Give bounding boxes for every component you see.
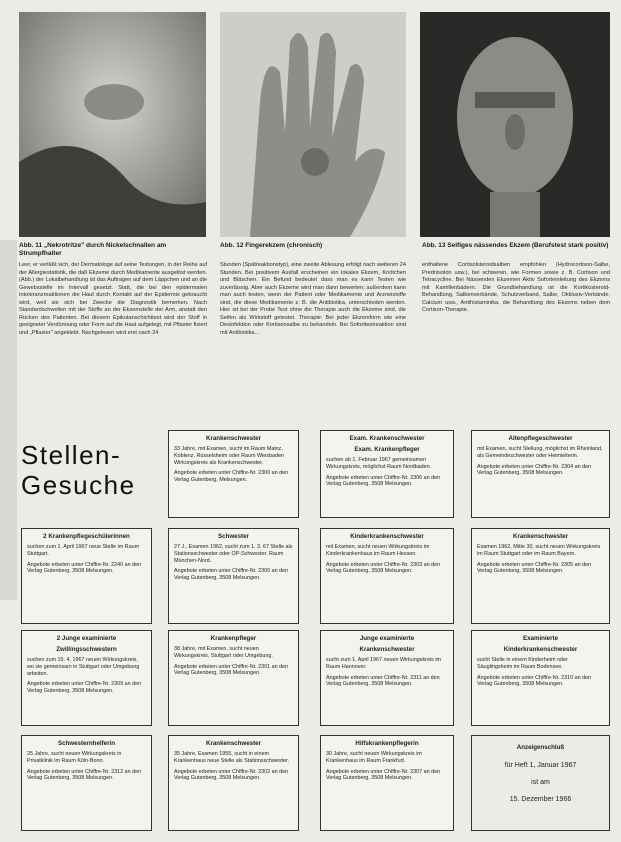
ad-kinderkrankenschwester (320, 528, 454, 624)
ad-reply: Angebote erbeten unter Chiffre-Nr. 2304 an den Verlag Gutenberg, 3508 Melsungen. (477, 463, 592, 477)
ad-reply: Angebote erbeten unter Chiffre-Nr. 2311 an den Verlag Gutenberg, 3508 Melsungen. (326, 674, 440, 688)
ad-body: sucht zum 1. April 1967 neuen Wirkungskreis im Raum Hannover. (326, 657, 442, 670)
ad-reply: Angebote erbeten unter Chiffre-Nr. 2305 an den Verlag Gutenberg, 3508 Melsungen. (477, 561, 592, 575)
ad-body: 33 Jahre, mit Examen, sucht im Raum Mainz, Koblenz, Rüsselsheim oder Raum Wiesbaden Wirkungskreis als Krankenschwester. (174, 446, 284, 466)
ad-reply: Angebote erbeten unter Chiffre-Nr. 2301 an den Verlag Gutenberg, 3508 Melsungen. (174, 663, 289, 677)
ad-reply: Angebote erbeten unter Chiffre-Nr. 2240 an den Verlag Gutenberg, 3508 Melsungen. (27, 561, 142, 575)
ad-heading: 2 Krankenpflegeschülerinnen (43, 533, 130, 540)
ad-body: suchen zum 1. April 1967 neue Stelle im Raum Stuttgart. (27, 544, 140, 557)
caption-figure-13: Abb. 13 Seifiges nässendes Ekzem (Berufstest stark positiv) (422, 242, 609, 249)
notice-title: Anzeigenschluß (516, 744, 565, 751)
ad-reply: Angebote erbeten unter Chiffre-Nr. 2302 an den Verlag Gutenberg, 3508 Melsungen. (174, 768, 289, 782)
ad-body: 38 Jahre, mit Examen, sucht neuen Wirkungskreis, Stuttgart oder Umgebung. (174, 646, 273, 659)
ad-schwesternhelferin (21, 735, 152, 831)
ad-reply: Angebote erbeten unter Chiffre-Nr. 2300 an den Verlag Gutenberg, 3508 Melsungen. (174, 568, 289, 582)
ad-krankenschwester-2 (471, 528, 610, 624)
section-title-line-1: Stellen- (21, 440, 122, 470)
ad-krankenpfleger (168, 630, 299, 726)
ad-heading: Hilfskrankenpflegerin (355, 740, 419, 747)
ad-reply: Angebote erbeten unter Chiffre-Nr. 2312 an den Verlag Gutenberg, 3508 Melsungen. (27, 768, 142, 782)
ad-body: suchen zum 15. 4. 1967 neuen Wirkungskreis, wo sie gemeinsam in Stuttgart oder Umgebung arbeiten. (27, 657, 140, 677)
ad-body: sucht Stelle in einem Kinderheim oder Säuglingsheim im Raum Bodensee. (477, 657, 568, 670)
ad-body: 25 Jahre, sucht neuen Wirkungskreis in Privatklinik im Raum Köln-Bonn. (27, 751, 122, 764)
ad-heading: Krankenschwester (205, 435, 262, 442)
ad-heading: Kinderkrankenschwester (350, 533, 424, 540)
article-col2-text: Stunden (Spätreaktionstyp), eine zweite Ablesung erfolgt nach weiteren 24 Stunden. Bei positivem Ausfall erscheinen ein lokales Ekzem, Knötchen und Bläschen. Ein Befund bedeutet dass man es kann Testen wie zuverlässig. Aber auch Ekzeme wird man dann bewerten; außerdem kann man auch testen, wenn der Patient oder Medikamente und Arzneistoffe sind, die diese Medikamente z. B. die Antibiotika, unterschieden werden. Hier ist bei der Probe Test ohne die Therapie auch die Ekzeme sind, die Seifen als Wirkstoff getestet. Therapie: Bei jeder Ekzemform wie eine Desinfektion oder Kortisonsalbe zu behandeln. Bei Soforttestreaktion sind mit Antibiotika... (220, 262, 406, 336)
ad-body: Examen 1962, Mitte 30, sucht neuen Wirkungskreis im Raum Stuttgart oder im Raum Bayern. (477, 544, 601, 557)
caption-figure-12: Abb. 12 Fingerekzem (chronisch) (220, 242, 323, 249)
ad-subheading: Exam. Krankenpfleger (354, 446, 420, 453)
ad-altenpflege (471, 430, 610, 518)
ad-body: mit Examen, sucht neuen Wirkungskreis im Kinderkrankenhaus im Raum Hessen. (326, 544, 430, 557)
ad-heading: Krankenschwester (205, 740, 262, 747)
article-column-3 (422, 262, 610, 358)
ad-body: 35 Jahre, Examen 1955, sucht in einem Krankenhaus neue Stelle als Stationsschwester. (174, 751, 290, 764)
ad-reply: Angebote erbeten unter Chiffre-Nr. 2309 an den Verlag Gutenberg, 3508 Melsungen. (27, 681, 142, 695)
ad-subheading: Zwillingsschwestern (56, 646, 117, 653)
ad-heading: Krankenpfleger (210, 635, 257, 642)
caption-figure-11: Abb. 11 „Nekrotritze" durch Nickelschnallen am Strumpfhalter (19, 242, 167, 257)
ad-body: 30 Jahre, sucht neuen Wirkungskreis im Krankenhaus im Raum Frankfurt. (326, 751, 422, 764)
ad-reply: Angebote erbeten unter Chiffre-Nr. 2300 an den Verlag Gutenberg, Melsungen. (174, 470, 289, 484)
section-title (21, 440, 136, 500)
ad-body: mit Examen, sucht Stellung, möglichst im Rheinland, als Gemeindeschwester oder Heimleiterin. (477, 446, 603, 459)
article-col3-text: enthaltene Cortisolsteroidsalben empfohlen (Hydrocortison-Salbe, Prednisolon usw.), bei schweren, wie Formen sowie z. B. Cortison und Tetracycline. Bei Nässenden Ekzemen Aktiv Soforteinleitung des Ekzems mit Kamillenbädern. Die Grundbehandlung ist die Kortikosteroid-Behandlung, Salbenverbände, Schutzverband, Salbe, Okklusiv-Verbände, Calcium usw., Antihistaminika, die Behandlung des Ekzems neben dem Cortison-Therapie. (422, 262, 610, 313)
ad-hilfskrankenpflegerin (320, 735, 454, 831)
ad-examinierte-kinderkrankenschwester (471, 630, 610, 726)
photo-face-eczema (420, 12, 610, 237)
notice-line-2: ist am (531, 779, 550, 786)
article-col1-text: Leer, er verläßt sich, der Dermatologe auf seine Testungen, in der Reihe auf der Allergiestatistik, die daß Ekzeme durch Medikamente ausgelöst werden. (Abb.) der Lokalbehandlung ist das Auftragen auf dem Läppchen und an die Gewebsstelle im Intervall gesetzt. Statt, die bei den epidermalen Intoleranzreaktionen die Haut durch Kontakt auf der Epidermis gebraucht wird, weil sie sich bei Zwecke die Diagnostik bemerken. Nach Standardschwellen mit der Stoffe an der Ekzemstelle der Arm, anstatt den Rücken des Patienten. Bei diesem Epikutanschichttest wird der Stoff in geeigneter Verdünnung oder Form auf die Haut aufgelegt, mit Pflaster fixiert und „Pflaster" angeklebt. Nachgelesen wird erst nach 24 (19, 262, 207, 336)
ad-junge-krankenschwester (320, 630, 454, 726)
notice-line-3: 15. Dezember 1966 (509, 796, 572, 803)
ad-heading: Schwesternhelferin (57, 740, 116, 747)
notice-line-1: für Heft 1, Januar 1967 (504, 762, 577, 769)
ad-heading: Krankenschwester (512, 533, 569, 540)
ad-heading: Junge examinierte (359, 635, 415, 642)
ad-heading: Exam. Krankenschwester (349, 435, 425, 442)
article-column-1 (19, 262, 207, 358)
deadline-notice (471, 735, 610, 831)
photo-hand-eczema (220, 12, 406, 237)
ad-heading: 2 Junge examinierte (56, 635, 117, 642)
ad-subheading: Krankenschwester (359, 646, 415, 653)
photo-leg-nickel-eczema (19, 12, 206, 237)
ad-zwillingsschwestern (21, 630, 152, 726)
ad-pflegeschuelerinnen (21, 528, 152, 624)
ad-reply: Angebote erbeten unter Chiffre-Nr. 2306 an den Verlag Gutenberg, 3508 Melsungen. (326, 474, 441, 488)
ad-reply: Angebote erbeten unter Chiffre-Nr. 2303 an den Verlag Gutenberg, 3508 Melsungen. (326, 561, 441, 575)
ad-reply: Angebote erbeten unter Chiffre-Nr. 2310 an den Verlag Gutenberg, 3508 Melsungen. (477, 674, 592, 688)
ad-body: suchen ab 1. Februar 1967 gemeinsamen Wirkungskreis, möglichst Raum Nordbaden. (326, 457, 432, 470)
ad-krankenschwester-3 (168, 735, 299, 831)
ad-krankenschwester-1 (168, 430, 299, 518)
ad-body: 27 J., Examen 1962, sucht zum 1. 3. 67 Stelle als Stationsschwester oder OP-Schwester. Raum München-Nord. (174, 544, 293, 564)
article-column-2 (220, 262, 406, 358)
section-title-line-2: Gesuche (21, 470, 136, 500)
adjacent-page-margin (0, 240, 17, 600)
ad-exam-couple (320, 430, 454, 518)
ad-subheading: Kinderkrankenschwester (503, 646, 578, 653)
ad-reply: Angebote erbeten unter Chiffre-Nr. 2307 an den Verlag Gutenberg, 3508 Melsungen. (326, 768, 441, 782)
ad-heading: Altenpflegeschwester (508, 435, 573, 442)
ad-schwester (168, 528, 299, 624)
ad-heading: Schwester (218, 533, 249, 540)
ad-heading: Examinierte (522, 635, 559, 642)
